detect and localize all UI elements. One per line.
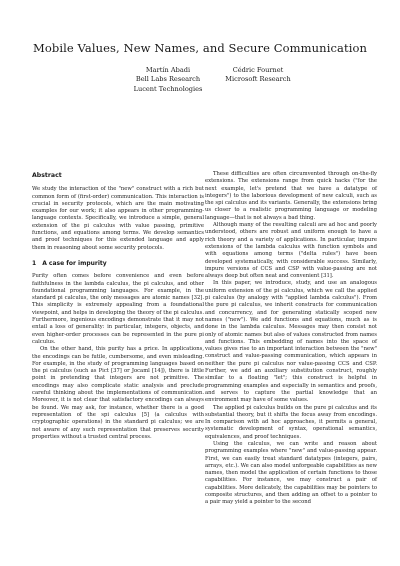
body-paragraph: These difficulties are often circumvented through on-the-fly extensions. The extensions range from quick hacks ("for the next example, let's pretend that we have a datatype of integers") to the laborious development of new calculi, such as the spi calculus and its variants. Generally, the extensions bring us closer to a realistic programming language or modeling language—that is not always a bad thing. [205,171,377,221]
body-paragraph: Using the calculus, we can write and reason about programming examples where "new" and value-passing appear. First, we can easily treat standard datatypes (integers, pairs, arrays, etc.). We can also model unforgeable capabilities as new names, then model the application of certain functions to those capabilities. For instance, we may construct a pair of capabilities. More delicately, the capabilities may be pointers to composite structures, and then adding an offset to a pointer to a pair may yield a pointer to the second [205,440,377,506]
author-affiliation: Microsoft Research [225,75,291,84]
section-title: A case for impurity [42,259,107,267]
body-paragraph: Although many of the resulting calculi are ad hoc and poorly understood, others are robust and uniform enough to have a rich theory and a variety of applications. In particular, impure extensions of the lambda calculus with function symbols and with equations among terms ("delta rules") have been developed systematically, with considerable success. Similarly, impure versions of CCS and CSP with value-passing are not always deep but often neat and convenient [31]. [205,222,377,280]
abstract-heading: Abstract [32,172,62,179]
section-number: 1 [32,259,37,267]
body-paragraph: The applied pi calculus builds on the pure pi calculus and its substantial theory, but it shifts the focus away from encodings. In comparison with ad hoc approaches, it permits a general, systematic development of syntax, operational semantics, equivalences, and proof techniques. [205,404,377,440]
author-affiliation: Bell Labs Research [135,75,201,84]
body-paragraph: Purity often comes before convenience and even before faithfulness in the lambda calculus, the pi calculus, and other foundational programming languages. For example, in the standard pi calculus, the only messages are atomic names [32]. This simplicity is extremely appealing from a foundational viewpoint, and helps in developing the theory of the pi calculus. Furthermore, ingenious encodings demonstrate that it may not entail a loss of generality: in particular, integers, objects, and even higher-order processes can be represented in the pure pi calculus. [32,273,204,345]
section-heading [32,260,204,267]
author-affiliation: Lucent Technologies [133,84,203,93]
author-name: Cédric Fournet [232,66,284,74]
right-column [205,171,377,507]
body-paragraph: On the other hand, this purity has a price. In applications, the encodings can be futile, cumbersome, and even misleading. For example, in the study of programming languages based on the pi calculus (such as Pict [37] or Jocaml [14]), there is little point in pretending that integers are not primitive. The encodings may also complicate static analysis and preclude careful thinking about the implementations of communication. Moreover, it is not clear that satisfactory encodings can always be found. We may ask, for instance, whether there is a good representation of the spi calculus [5] (a calculus with cryptographic operations) in the standard pi calculus; we are not aware of any such representation that preserves security properties without a trusted central process. [32,346,204,440]
paper-title: Mobile Values, New Names, and Secure Communication [32,41,367,55]
abstract-text: We study the interaction of the "new" construct with a rich but common form of (first-order) communication. This interaction is crucial in security protocols, which are the main motivating examples for our work; it also appears in other programming-language contexts. Specifically, we introduce a simple, general extension of the pi calculus with value passing, primitive functions, and equations among terms. We develop semantics and proof techniques for this extended language and apply them in reasoning about some security protocols. [32,186,204,251]
author-name: Martín Abadi [145,66,191,74]
author-block-2 [188,66,328,85]
left-column [32,172,204,441]
body-paragraph: In this paper, we introduce, study, and use an analogous uniform extension of the pi calculus, which we call the applied pi calculus (by analogy with "applied lambda calculus"). From the pure pi calculus, we inherit constructs for communication and concurrency, and for generating statically scoped new names ("new"). We add functions and equations, much as is done in the lambda calculus. Messages may then consist not only of atomic names but also of values constructed from names and functions. This embedding of names into the space of values gives rise to an important interaction between the "new" construct and value-passing communication, which appears in neither the pure pi calculus nor value-passing CCS and CSP. Further, we add an auxiliary substitution construct, roughly similar to a floating "let"; this construct is helpful in programming examples and especially in semantics and proofs, and serves to capture the partial knowledge that an environment may have of some values. [205,280,377,404]
